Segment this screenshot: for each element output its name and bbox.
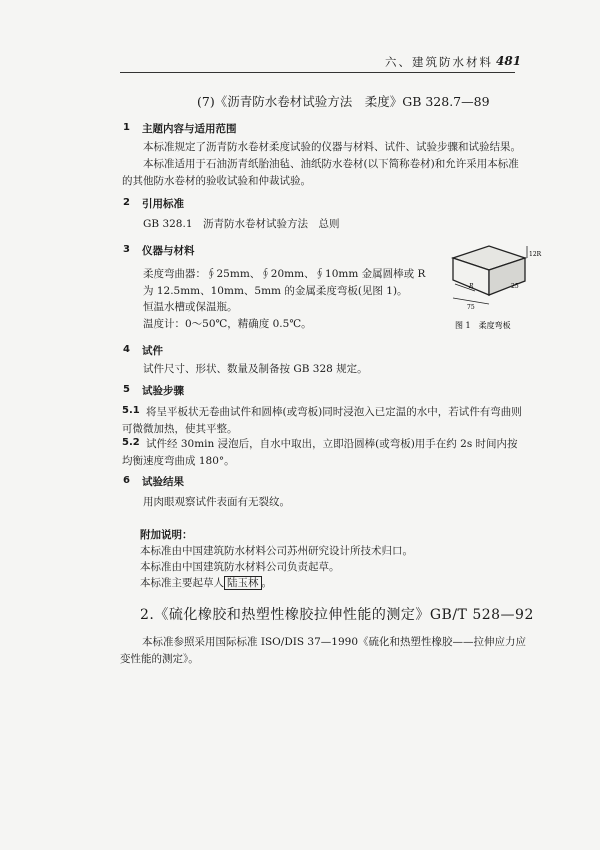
next-standard-para-1: 本标准参照采用国际标准 ISO/DIS 37—1990《硫化和热塑性橡胶——拉伸应力应变性能的测定》。 xyxy=(120,636,527,665)
figure-1-bend-plate xyxy=(445,240,542,340)
section-4-para-1: 试件尺寸、形状、数量及制备按 GB 328 规定。 xyxy=(143,363,368,375)
dimension-width-label: 75 xyxy=(467,304,475,311)
figure-1-caption: 图 1 柔度弯板 xyxy=(455,321,511,330)
running-header-chapter: 六、建筑防水材料 xyxy=(385,55,493,69)
standard-title: (7)《沥青防水卷材试验方法 柔度》GB 328.7—89 xyxy=(197,94,490,109)
section-1-number: 1 xyxy=(123,122,130,133)
section-5-heading: 试验步骤 xyxy=(142,385,184,397)
section-1-para-2: 本标准适用于石油沥青纸胎油毡、油纸防水卷材(以下简称卷材)和允许采用本标准的其他防水卷材的验收试验和仲裁试验。 xyxy=(122,158,519,187)
dimension-depth-label: 25 xyxy=(511,283,519,290)
section-2-para-1: GB 328.1 沥青防水卷材试验方法 总则 xyxy=(143,218,340,230)
section-4-heading: 试件 xyxy=(142,345,163,357)
appendix-line-3-suffix: 。 xyxy=(261,577,272,589)
section-6-heading: 试验结果 xyxy=(142,476,184,488)
section-2-heading: 引用标准 xyxy=(142,198,184,210)
section-2-number: 2 xyxy=(123,197,130,208)
appendix-line-1: 本标准由中国建筑防水材料公司苏州研究设计所技术归口。 xyxy=(140,545,413,557)
section-3-para-3: 温度计：0～50℃，精确度 0.5℃。 xyxy=(143,318,312,330)
appendix-line-3 xyxy=(140,575,272,592)
section-5-2-number: 5.2 xyxy=(122,437,140,448)
section-3-para-2: 恒温水槽或保温瓶。 xyxy=(143,301,238,313)
header-rule xyxy=(120,72,515,73)
section-5-number: 5 xyxy=(123,384,130,395)
next-standard-title: 2.《硫化橡胶和热塑性橡胶拉伸性能的测定》GB/T 528—92 xyxy=(140,607,534,623)
section-3-heading: 仪器与材料 xyxy=(142,245,195,257)
section-5-1-para: 将呈平板状无卷曲试件和圆棒(或弯板)同时浸泡入已定温的水中，若试件有弯曲则可微微加热，使其平整。 xyxy=(122,406,522,435)
dimension-radius-label: R xyxy=(469,283,474,290)
appendix-line-3-prefix: 本标准主要起草人 xyxy=(140,577,224,589)
section-3-para-1: 柔度弯曲器：∮25mm、∮20mm、∮10mm 金属圆棒或 R 为 12.5mm、10mm、5mm 的金属柔度弯板(见图 1)。 xyxy=(143,268,426,297)
section-5-1-number: 5.1 xyxy=(122,405,140,416)
drafter-name: 陆玉林 xyxy=(224,576,262,590)
appendix-heading: 附加说明： xyxy=(140,529,193,541)
section-1-para-1: 本标准规定了沥青防水卷材柔度试验的仪器与材料、试件、试验步骤和试验结果。 xyxy=(143,141,521,153)
appendix-line-2: 本标准由中国建筑防水材料公司负责起草。 xyxy=(140,561,340,573)
section-3-number: 3 xyxy=(123,244,130,255)
section-4-number: 4 xyxy=(123,344,130,355)
page-number: 481 xyxy=(496,54,522,68)
section-1-heading: 主题内容与适用范围 xyxy=(142,123,237,135)
section-6-para-1: 用肉眼观察试件表面有无裂纹。 xyxy=(143,496,290,508)
section-6-number: 6 xyxy=(123,475,130,486)
section-5-2-para: 试件经 30min 浸泡后，自水中取出，立即沿圆棒(或弯板)用手在约 2s 时间内按均衡速度弯曲成 180°。 xyxy=(122,438,518,467)
dimension-height-label: 12R xyxy=(529,251,542,258)
